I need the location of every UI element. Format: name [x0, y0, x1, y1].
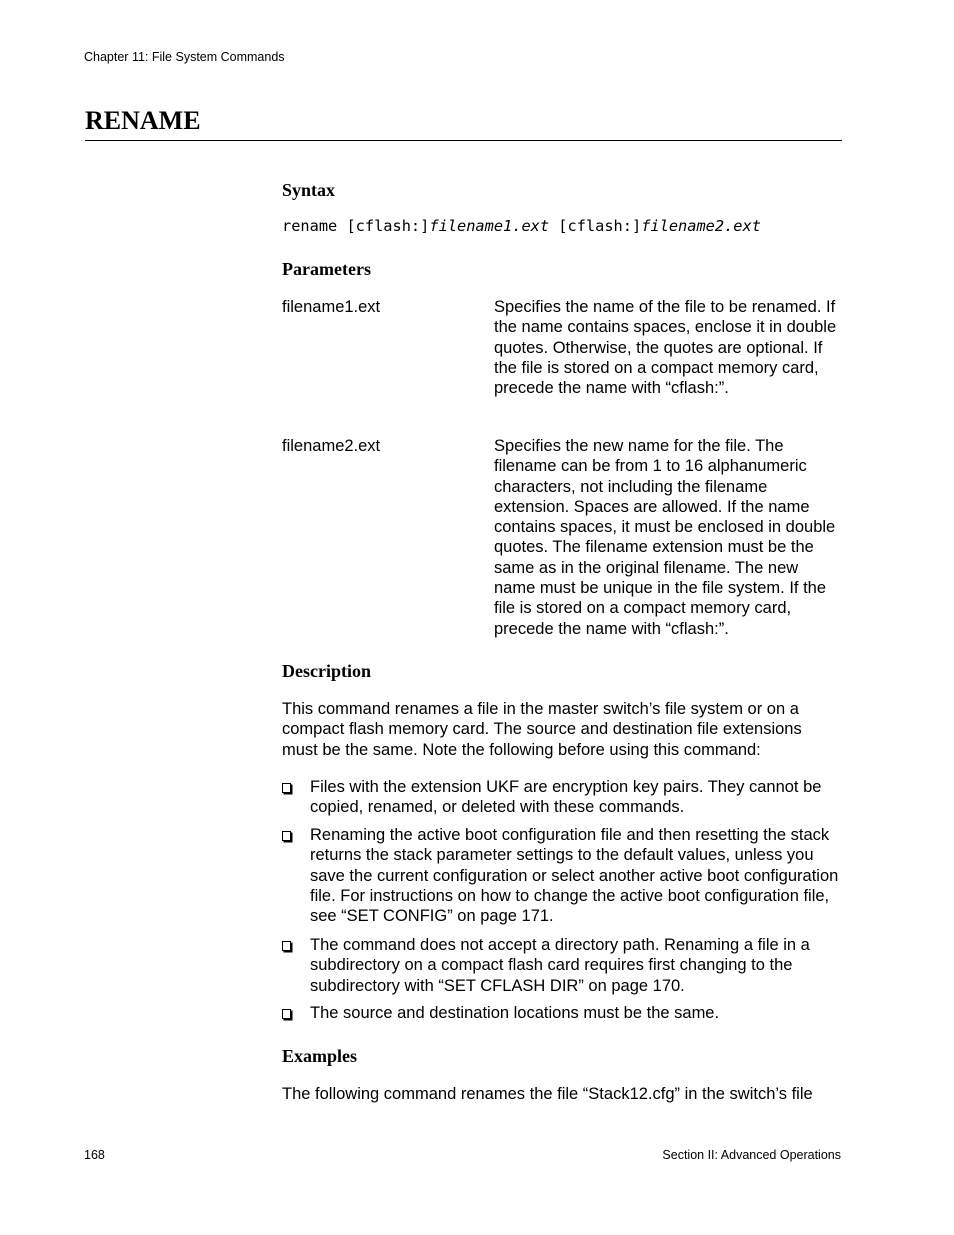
- syntax-cmd: rename [cflash:]: [282, 217, 430, 235]
- syntax-arg2: filename2.ext: [641, 217, 761, 235]
- examples-text: The following command renames the file “Stack12.cfg” in the switch’s file: [282, 1085, 813, 1103]
- title-rule: [85, 140, 842, 141]
- parameters-heading: Parameters: [282, 259, 371, 279]
- checkbox-bullet-icon: [282, 941, 291, 951]
- examples-heading: Examples: [282, 1046, 358, 1066]
- list-item-text: The command does not accept a directory path. Renaming a file in a subdirectory on a compact flash card requires first changing to the subdirectory with “SET CFLASH DIR” on page 170.: [310, 936, 810, 995]
- param-name: filename2.ext: [282, 437, 381, 455]
- checkbox-bullet-icon: [282, 831, 291, 841]
- param-name: filename1.ext: [282, 298, 381, 316]
- section-footer: Section II: Advanced Operations: [662, 1148, 841, 1162]
- syntax-command: [282, 217, 761, 235]
- syntax-arg1: filename1.ext: [429, 217, 550, 235]
- checkbox-bullet-icon: [282, 783, 291, 793]
- description-heading: Description: [282, 661, 371, 681]
- list-item-text: The source and destination locations must be the same.: [310, 1004, 720, 1022]
- syntax-mid: [cflash:]: [549, 217, 642, 235]
- param-description: Specifies the name of the file to be renamed. If the name contains spaces, enclose it in double quotes. Otherwise, the quotes are optional. If the file is stored on a compact memory card, precede the name with “cflash:”.: [494, 298, 837, 398]
- list-item-text: Files with the extension UKF are encryption key pairs. They cannot be copied, renamed, or deleted with these commands.: [310, 778, 822, 817]
- description-intro: This command renames a file in the master switch’s file system or on a compact flash memory card. The source and destination file extensions must be the same. Note the following before using this command:: [282, 700, 802, 759]
- page-number: 168: [84, 1148, 105, 1162]
- page-title: RENAME: [85, 106, 201, 135]
- checkbox-bullet-icon: [282, 1009, 291, 1019]
- param-description: Specifies the new name for the file. The filename can be from 1 to 16 alphanumeric characters, not including the filename extension. Spaces are allowed. If the name contains spaces, it must be enclosed in double quotes. The filename extension must be the same as in the original filename. The new name must be unique in the file system. If the file is stored on a compact memory card, precede the name with “cflash:”.: [494, 437, 836, 638]
- list-item-text: Renaming the active boot configuration file and then resetting the stack returns the stack parameter settings to the default values, unless you save the current configuration or select another active boot configuration file. For instructions on how to change the active boot configuration file, see “SET CONFIG” on page 171.: [310, 826, 839, 926]
- syntax-heading: Syntax: [282, 180, 336, 200]
- chapter-header: Chapter 11: File System Commands: [84, 50, 285, 64]
